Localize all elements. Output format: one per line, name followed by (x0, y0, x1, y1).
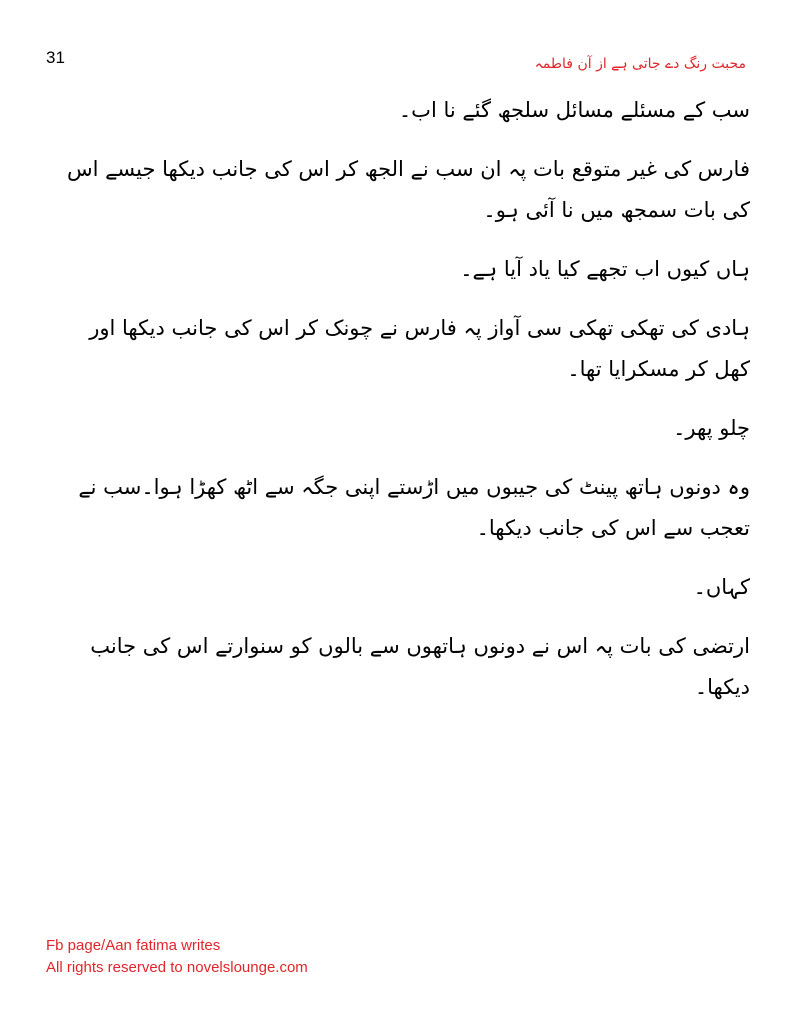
paragraph: فارس کی غیر متوقع بات پہ ان سب نے الجھ کر اس کی جانب دیکھا جیسے اس کی بات سمجھ میں نا آئی ہو۔ (66, 157, 750, 222)
footer-facebook-page: Fb page/Aan fatima writes (46, 937, 221, 954)
paragraph: کہاں۔ (693, 575, 750, 599)
paragraph: وہ دونوں ہاتھ پینٹ کی جیبوں میں اڑستے اپنی جگہ سے اٹھ کھڑا ہوا۔سب نے تعجب سے اس کی جانب دیکھا۔ (78, 475, 750, 540)
paragraph: ہادی کی تھکی تھکی سی آواز پہ فارس نے چونک کر اس کی جانب دیکھا اور کھل کر مسکرایا تھا۔ (89, 316, 750, 381)
footer-credits (46, 935, 308, 979)
footer-rights-notice: All rights reserved to novelslounge.com (46, 959, 308, 976)
page-number: 31 (46, 48, 65, 67)
paragraph: سب کے مسئلے مسائل سلجھ گئے نا اب۔ (398, 98, 750, 122)
paragraph: چلو پھر۔ (673, 416, 750, 440)
paragraph: ہاں کیوں اب تجھے کیا یاد آیا ہے۔ (460, 257, 750, 281)
book-title-header: محبت رنگ دے جاتی ہے از آن فاطمہ (534, 56, 746, 72)
paragraph: ارتضی کی بات پہ اس نے دونوں ہاتھوں سے بالوں کو سنوارتے اس کی جانب دیکھا۔ (90, 634, 750, 699)
story-text (62, 90, 750, 726)
